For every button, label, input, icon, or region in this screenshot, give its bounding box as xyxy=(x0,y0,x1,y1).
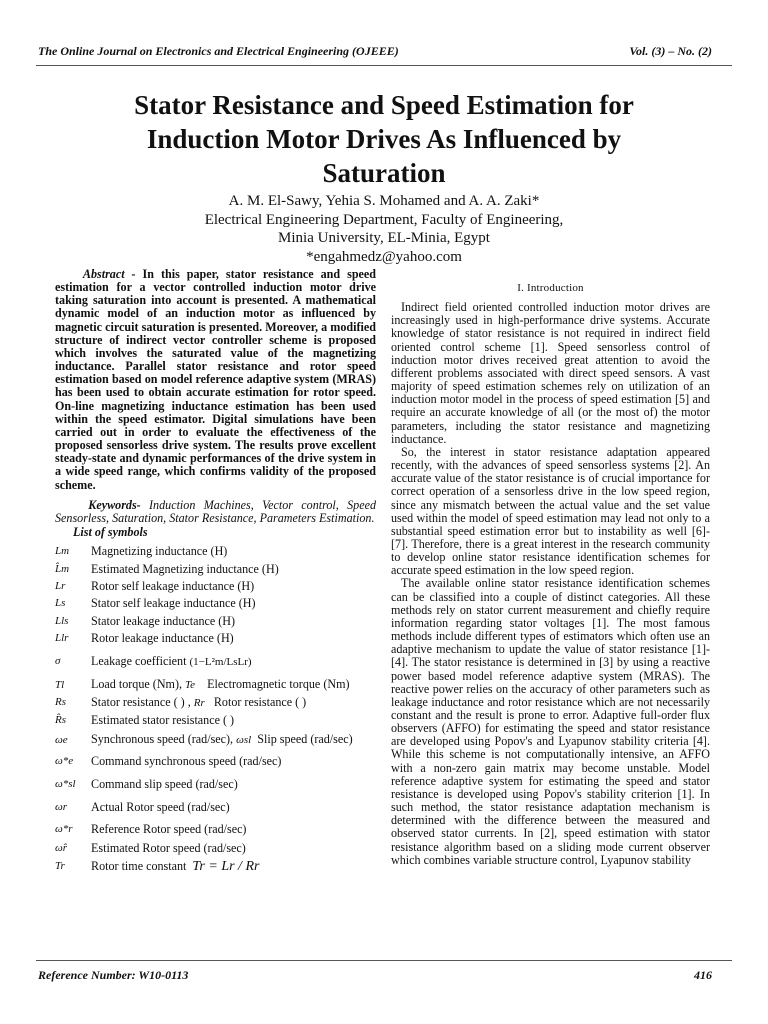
author-block xyxy=(100,192,668,266)
symbol-row xyxy=(55,796,376,818)
abstract-text: In this paper, stator resistance and speed estimation for a vector controlled induction motor drive taking saturation into account is presented. A mathematical dynamic model of an induction motor as influenced by magnetic circuit saturation is presented. Moreover, a modified structure of indirect vector controller scheme is proposed which involves the saturated value of the magnetizing inductance. Parallel stator resistance and rotor speed estimation based on model reference adaptive system (MRAS) has been used to obtain accurate estimation for rotor speed. On-line magnetizing inductance estimation has been used within the speed estimator. Digital simulations have been carried out in order to evaluate the effectiveness of the proposed sensorless drive system. The results prove excellent steady-state and dynamic performances of the drive system in a wide speed range, which confirms validity of the proposed scheme. xyxy=(55,267,377,492)
symbol-description xyxy=(91,678,376,692)
paper-title xyxy=(60,88,708,190)
symbol-row xyxy=(55,730,376,750)
symbol-description: Rotor leakage inductance (H) xyxy=(91,631,234,646)
symbol-description-text: Rotor time constant xyxy=(91,858,187,873)
symbols-list xyxy=(55,543,376,876)
symbol-row xyxy=(55,612,376,630)
symbol-description: Magnetizing inductance (H) xyxy=(91,544,228,559)
symbol-description: Rotor self leakage inductance (H) xyxy=(91,579,255,594)
secondary-description: Electromagnetic torque (Nm) xyxy=(207,677,350,692)
abstract xyxy=(55,268,376,492)
symbol-description: Command slip speed (rad/sec) xyxy=(91,777,238,792)
symbol-row xyxy=(55,856,376,876)
author-email: *engahmedz@yahoo.com xyxy=(306,248,462,265)
reference-number: Reference Number: W10-0113 xyxy=(38,968,189,982)
symbol-row xyxy=(55,595,376,612)
symbol-description: Estimated stator resistance ( ) xyxy=(91,713,235,728)
symbol-row xyxy=(55,840,376,856)
affiliation-line: Electrical Engineering Department, Faculty of Engineering, xyxy=(204,211,564,228)
leakage-formula: (1−L²m/LsLr) xyxy=(189,655,252,668)
symbol: L̂m xyxy=(55,562,70,575)
symbol-row xyxy=(55,694,376,711)
intro-paragraph: Indirect field oriented controlled induction motor drives are increasingly used in high-performance drive systems. Accurate knowledge of stator resistance is not required in indirect field oriented control scheme [1]. Speed sensorless control of induction motor drives received great attention to avoid the different problems associated with direct speed sensors. A vast majority of speed estimation schemes rely on utilization of an induction motor model in the process of speed estimation [5] and require an accurate knowledge of all (or the most of) the motor parameters, including the stator resistance and magnetizing inductance. xyxy=(391,300,710,446)
symbol-description: Stator leakage inductance (H) xyxy=(91,613,236,628)
symbols-heading: List of symbols xyxy=(73,524,148,539)
symbol-description xyxy=(91,696,376,710)
symbol-row xyxy=(55,676,376,694)
symbol: Ls xyxy=(55,597,66,610)
affiliation-line: Minia University, EL-Minia, Egypt xyxy=(278,230,490,246)
symbol-description: Estimated Rotor speed (rad/sec) xyxy=(91,840,246,855)
symbol: Lr xyxy=(55,580,66,593)
secondary-description: Rotor resistance ( ) xyxy=(213,694,307,709)
symbol: R̂s xyxy=(55,714,66,727)
keywords-lead: Keywords- xyxy=(88,497,141,512)
symbol: ω*r xyxy=(55,822,73,835)
right-column xyxy=(391,268,710,867)
secondary-description: Slip speed (rad/sec) xyxy=(257,732,353,747)
symbol: Lls xyxy=(55,614,69,627)
symbol-description-text: Load torque (Nm), xyxy=(91,677,183,692)
symbol: σ xyxy=(55,655,61,668)
symbol-description xyxy=(91,733,376,747)
symbol: Llr xyxy=(55,632,69,645)
secondary-symbol: Te xyxy=(185,679,196,692)
symbol: Tr xyxy=(55,859,65,872)
symbol-row xyxy=(55,818,376,840)
symbol-description-text: Stator resistance ( ) , xyxy=(91,694,191,709)
intro-paragraph: The available online stator resistance identification schemes can be classified into a couple of distinct categories. All these methods rely on stator current measurement and chiefly require information regarding stator voltages [1]. The most famous methods include different types of estimators which often use an adaptive mechanism to update the value of stator resistance [1]-[4]. The stator resistance is determined in [3] by using a reactive power based model reference adaptive system (MRAS). The reactive power relies on the accuracy of other parameters such as leakage inductance and rotor resistance which are not necessarily constant and the result is prone to error. Adaptive full-order flux observers (AFFO) for estimating the speed and stator resistance are developed using Popov's and Lyapunov stability criteria [4]. While this scheme is not computationally intensive, an AFFO with a non-zero gain matrix may become unstable. Model reference adaptive system for estimating the speed and stator resistance is developed using Popov's stability criterion [1]. In such method, the stator resistance adaptation mechanism is determined with the difference between the measured and observed stator currents. In [2], speed estimation with stator resistance algorithm based on a sliding mode current observer which combines variable structure control, Lyapunov stability xyxy=(391,576,710,867)
symbol: ωe xyxy=(55,733,68,746)
symbol-row xyxy=(55,711,376,730)
keywords xyxy=(55,499,376,525)
secondary-symbol: Rr xyxy=(193,696,205,709)
symbol-description xyxy=(91,655,376,669)
symbol-description-text: Synchronous speed (rad/sec), xyxy=(91,732,234,747)
symbol-row xyxy=(55,647,376,676)
symbol: ωr xyxy=(55,800,68,813)
symbol: ω*e xyxy=(55,755,74,768)
title-line: Saturation xyxy=(322,158,446,188)
left-column xyxy=(55,268,376,876)
journal-name: The Online Journal on Electronics and Electrical Engineering (OJEEE) xyxy=(38,44,399,58)
footer-rule xyxy=(36,960,732,961)
intro-paragraph: So, the interest in stator resistance adaptation appeared recently, with the advances of speed sensorless systems [2]. An accurate value of the stator resistance is of crucial importance for correct operation of a sensorless drive in the low speed region, since any mismatch between the actual value and the set value used within the model of speed estimation may lead not only to a substantial speed estimation error but to instability as well [6]-[7]. Therefore, there is a great interest in the research community to develop online stator resistance identification schemes for accurate speed estimation in the low speed region. xyxy=(391,444,710,578)
header-rule xyxy=(36,65,732,66)
secondary-symbol: ωsl xyxy=(236,734,252,747)
symbol-row xyxy=(55,560,376,578)
symbol-description xyxy=(91,860,376,873)
symbol-description: Reference Rotor speed (rad/sec) xyxy=(91,821,247,836)
keywords-text: Induction Machines, Vector control, Speed Sensorless, Saturation, Stator Resistance, Parameters Estimation. xyxy=(55,497,376,525)
symbol-row xyxy=(55,578,376,595)
symbol-row xyxy=(55,543,376,560)
time-constant-formula: Tr = Lr / Rr xyxy=(192,858,260,874)
symbol: ω*sl xyxy=(55,778,76,791)
symbol-description: Estimated Magnetizing inductance (H) xyxy=(91,561,279,576)
symbol: ω̂r xyxy=(55,841,68,854)
section-heading: I. Introduction xyxy=(517,282,584,294)
title-line: Induction Motor Drives As Influenced by xyxy=(146,124,622,154)
volume-number: Vol. (3) – No. (2) xyxy=(629,44,712,58)
title-line: Stator Resistance and Speed Estimation for xyxy=(134,90,634,120)
symbol-row xyxy=(55,750,376,773)
symbol-description: Stator self leakage inductance (H) xyxy=(91,596,256,611)
page-number: 416 xyxy=(694,968,712,982)
symbol-row xyxy=(55,630,376,647)
symbol-description: Command synchronous speed (rad/sec) xyxy=(91,754,282,769)
symbol: Lm xyxy=(55,545,70,558)
symbol-row xyxy=(55,773,376,796)
symbol: Rs xyxy=(55,696,66,709)
symbol: Tl xyxy=(55,678,65,691)
symbol-description-text: Leakage coefficient xyxy=(91,653,187,668)
symbol-description: Actual Rotor speed (rad/sec) xyxy=(91,799,230,814)
abstract-lead: Abstract - xyxy=(82,267,136,281)
author-names: A. M. El-Sawy, Yehia S. Mohamed and A. A. Zaki* xyxy=(228,193,540,209)
